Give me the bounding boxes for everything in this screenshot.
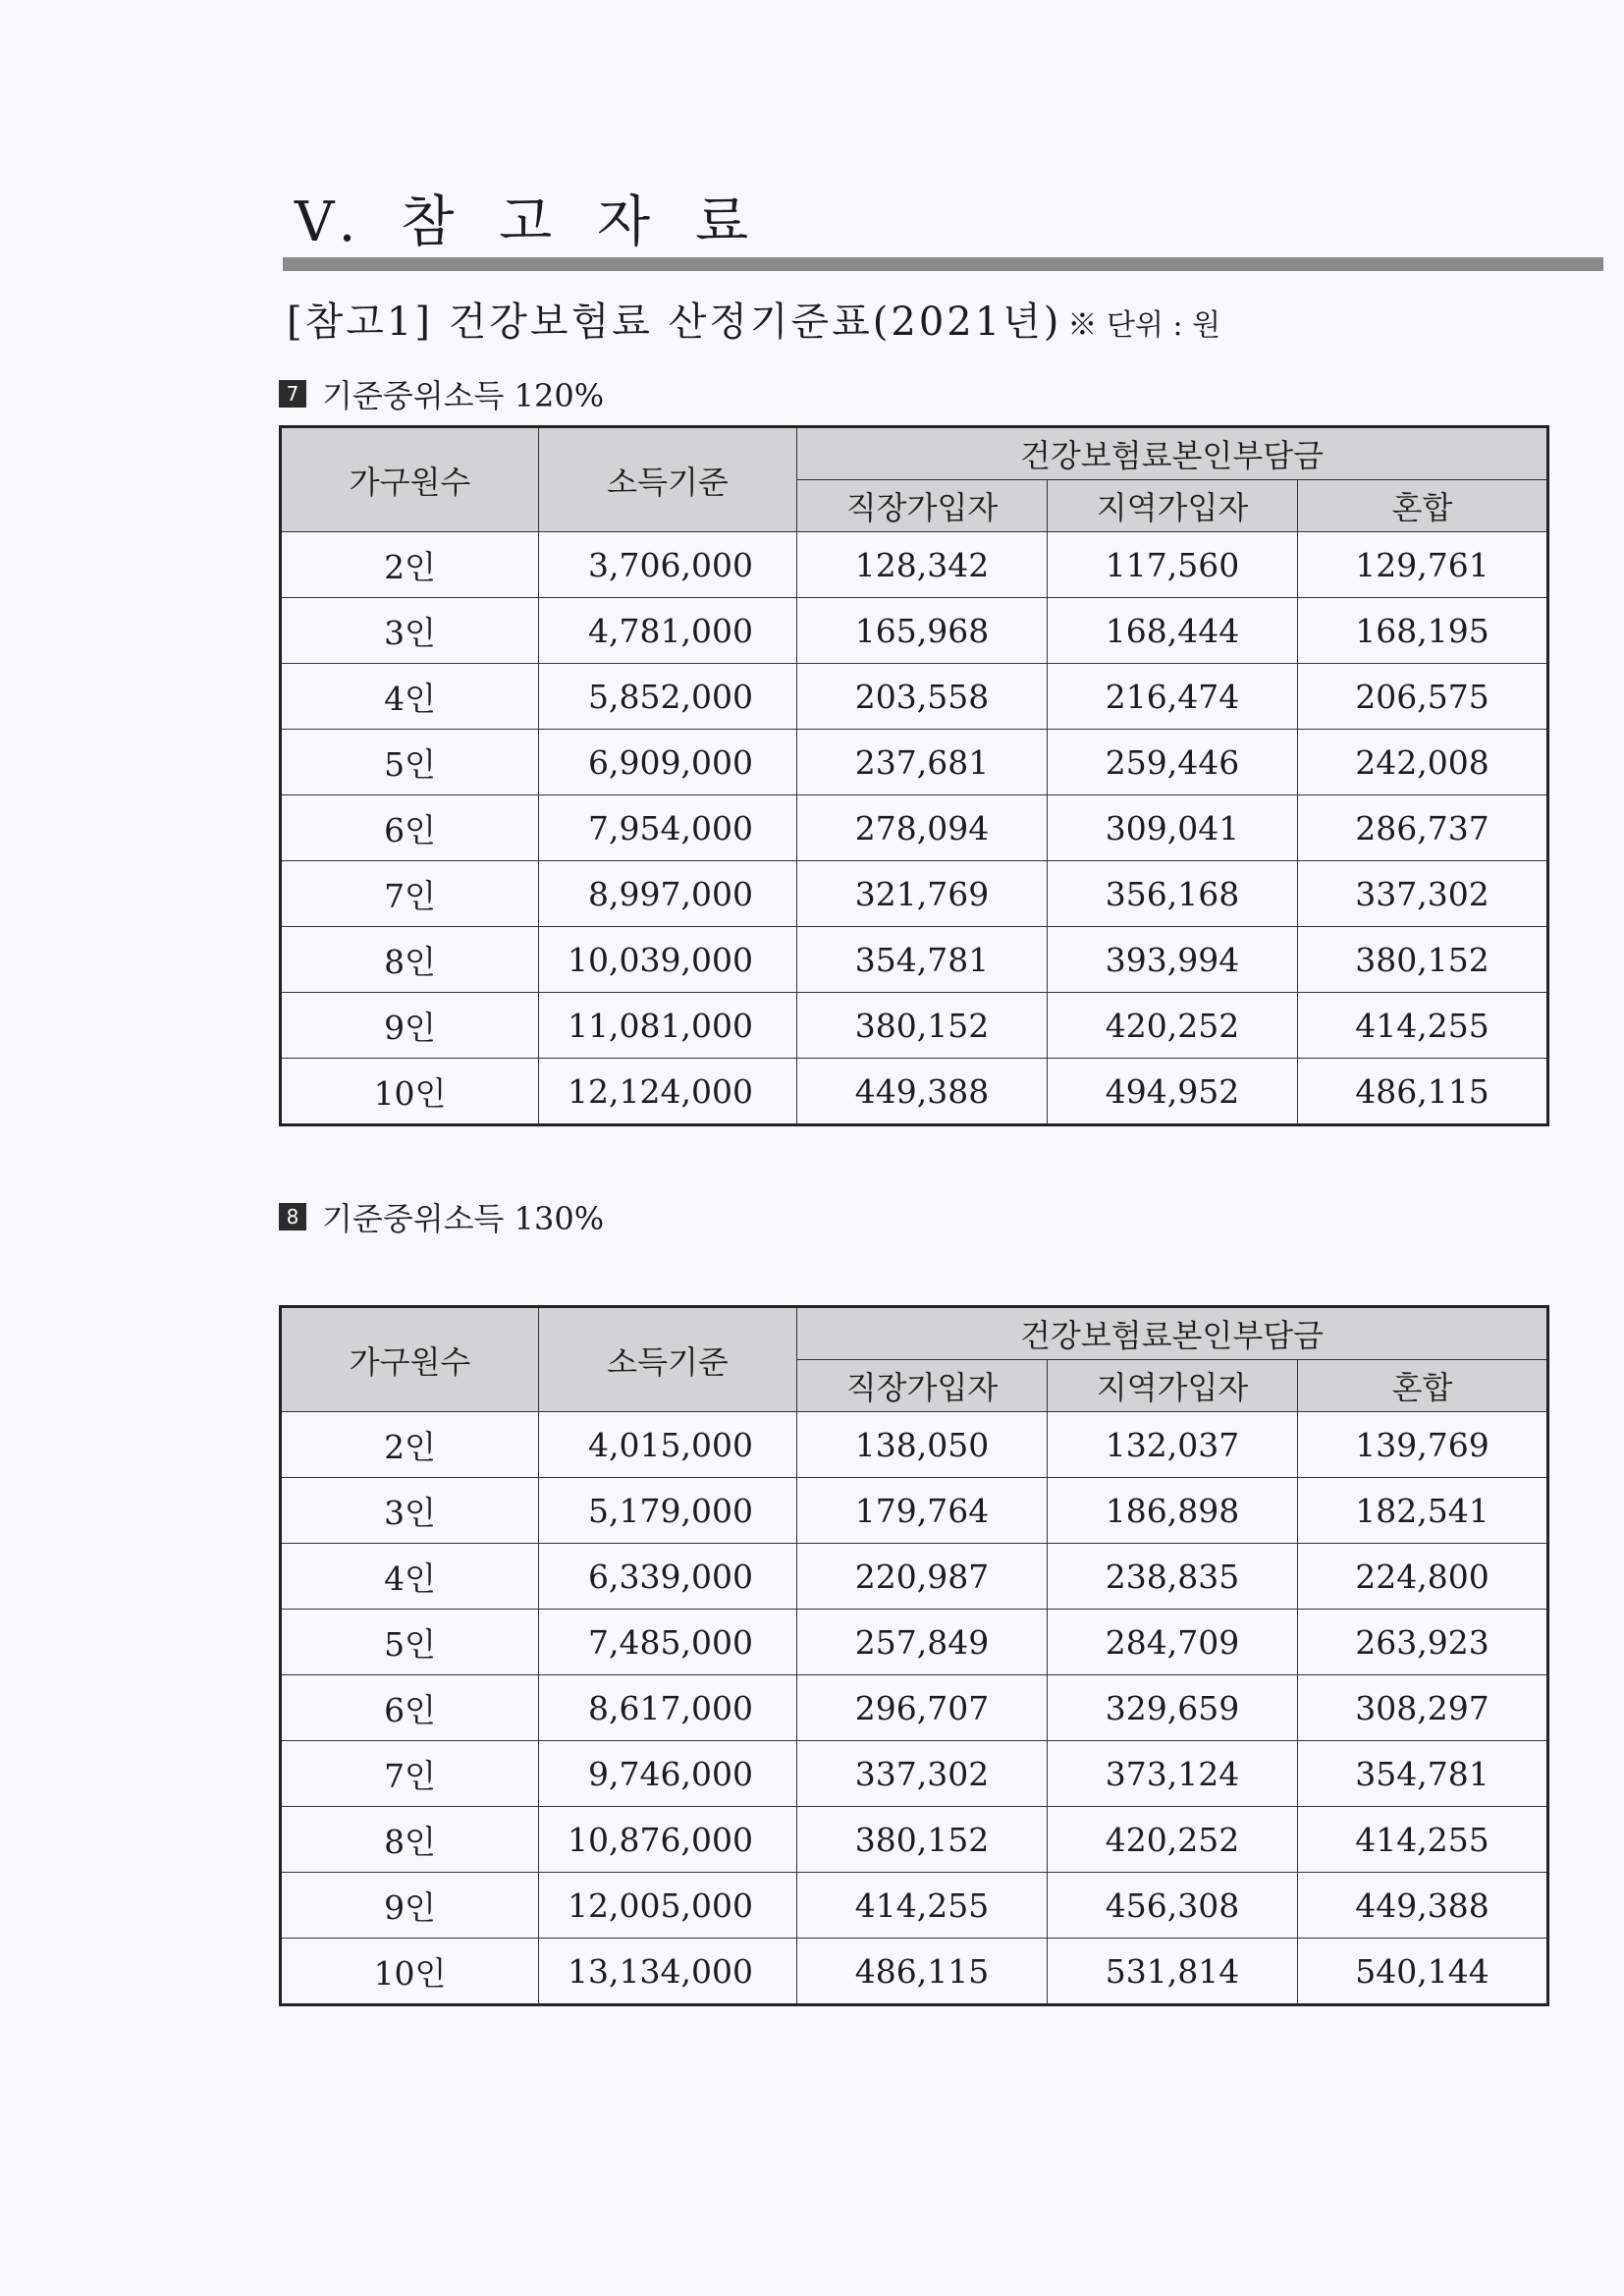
header-mixed: 혼합 [1298, 480, 1548, 532]
regional-cell: 531,814 [1048, 1939, 1298, 2005]
employee-cell: 321,769 [797, 861, 1048, 927]
household-cell: 5인 [281, 1610, 539, 1675]
regional-cell: 494,952 [1048, 1059, 1298, 1125]
table-row [281, 1675, 1548, 1741]
header-employee: 직장가입자 [797, 1360, 1048, 1412]
employee-cell: 179,764 [797, 1478, 1048, 1544]
table-row [281, 664, 1548, 730]
household-cell: 6인 [281, 795, 539, 861]
income-cell: 10,876,000 [539, 1807, 797, 1873]
fee-table-120 [279, 425, 1549, 1126]
employee-cell: 380,152 [797, 993, 1048, 1059]
household-cell: 7인 [281, 1741, 539, 1807]
regional-cell: 284,709 [1048, 1610, 1298, 1675]
employee-cell: 486,115 [797, 1939, 1048, 2005]
mixed-cell: 242,008 [1298, 730, 1548, 795]
employee-cell: 414,255 [797, 1873, 1048, 1939]
regional-cell: 238,835 [1048, 1544, 1298, 1610]
mixed-cell: 263,923 [1298, 1610, 1548, 1675]
income-cell: 8,617,000 [539, 1675, 797, 1741]
table-row [281, 1873, 1548, 1939]
regional-cell: 420,252 [1048, 993, 1298, 1059]
number-badge: 7 [279, 380, 306, 408]
mixed-cell: 224,800 [1298, 1544, 1548, 1610]
mixed-cell: 449,388 [1298, 1873, 1548, 1939]
household-cell: 5인 [281, 730, 539, 795]
table-row [281, 532, 1548, 598]
income-cell: 3,706,000 [539, 532, 797, 598]
household-cell: 9인 [281, 1873, 539, 1939]
table-row [281, 1059, 1548, 1125]
header-household: 가구원수 [281, 427, 539, 532]
household-cell: 4인 [281, 664, 539, 730]
regional-cell: 393,994 [1048, 927, 1298, 993]
income-cell: 12,124,000 [539, 1059, 797, 1125]
regional-cell: 186,898 [1048, 1478, 1298, 1544]
employee-cell: 449,388 [797, 1059, 1048, 1125]
table-row [281, 1412, 1548, 1478]
income-cell: 11,081,000 [539, 993, 797, 1059]
regional-cell: 373,124 [1048, 1741, 1298, 1807]
household-cell: 3인 [281, 1478, 539, 1544]
table-row [281, 861, 1548, 927]
unit-note: ※ 단위 : 원 [1067, 308, 1221, 343]
household-cell: 8인 [281, 927, 539, 993]
mixed-cell: 182,541 [1298, 1478, 1548, 1544]
income-cell: 8,997,000 [539, 861, 797, 927]
table-heading-120 [279, 371, 604, 416]
mixed-cell: 354,781 [1298, 1741, 1548, 1807]
fee-table-130 [279, 1305, 1549, 2006]
employee-cell: 337,302 [797, 1741, 1048, 1807]
header-household: 가구원수 [281, 1307, 539, 1412]
regional-cell: 168,444 [1048, 598, 1298, 664]
household-cell: 7인 [281, 861, 539, 927]
income-cell: 7,954,000 [539, 795, 797, 861]
household-cell: 8인 [281, 1807, 539, 1873]
employee-cell: 380,152 [797, 1807, 1048, 1873]
household-cell: 10인 [281, 1939, 539, 2005]
income-cell: 10,039,000 [539, 927, 797, 993]
employee-cell: 165,968 [797, 598, 1048, 664]
regional-cell: 356,168 [1048, 861, 1298, 927]
section-title: V. 참 고 자 료 [295, 191, 763, 254]
employee-cell: 203,558 [797, 664, 1048, 730]
employee-cell: 220,987 [797, 1544, 1048, 1610]
income-cell: 6,909,000 [539, 730, 797, 795]
table-row [281, 1544, 1548, 1610]
household-cell: 9인 [281, 993, 539, 1059]
employee-cell: 257,849 [797, 1610, 1048, 1675]
header-mixed: 혼합 [1298, 1360, 1548, 1412]
income-cell: 4,781,000 [539, 598, 797, 664]
employee-cell: 237,681 [797, 730, 1048, 795]
mixed-cell: 139,769 [1298, 1412, 1548, 1478]
household-cell: 6인 [281, 1675, 539, 1741]
table-row [281, 1939, 1548, 2005]
household-cell: 2인 [281, 532, 539, 598]
household-cell: 4인 [281, 1544, 539, 1610]
regional-cell: 309,041 [1048, 795, 1298, 861]
employee-cell: 128,342 [797, 532, 1048, 598]
mixed-cell: 540,144 [1298, 1939, 1548, 2005]
title-divider [283, 257, 1603, 271]
employee-cell: 138,050 [797, 1412, 1048, 1478]
mixed-cell: 286,737 [1298, 795, 1548, 861]
income-cell: 5,179,000 [539, 1478, 797, 1544]
regional-cell: 329,659 [1048, 1675, 1298, 1741]
regional-cell: 456,308 [1048, 1873, 1298, 1939]
header-regional: 지역가입자 [1048, 480, 1298, 532]
household-cell: 3인 [281, 598, 539, 664]
table-heading-label: 기준중위소득 120% [322, 377, 605, 414]
income-cell: 9,746,000 [539, 1741, 797, 1807]
mixed-cell: 414,255 [1298, 993, 1548, 1059]
income-cell: 5,852,000 [539, 664, 797, 730]
header-income: 소득기준 [539, 1307, 797, 1412]
employee-cell: 354,781 [797, 927, 1048, 993]
table-row [281, 1807, 1548, 1873]
regional-cell: 420,252 [1048, 1807, 1298, 1873]
table-row [281, 1610, 1548, 1675]
header-regional: 지역가입자 [1048, 1360, 1298, 1412]
table-row [281, 730, 1548, 795]
reference-title-text: [참고1] 건강보험료 산정기준표(2021년) [287, 300, 1062, 345]
table-row [281, 1478, 1548, 1544]
table-heading-130 [279, 1194, 604, 1239]
regional-cell: 259,446 [1048, 730, 1298, 795]
header-premium-group: 건강보험료본인부담금 [797, 1307, 1548, 1360]
employee-cell: 278,094 [797, 795, 1048, 861]
regional-cell: 132,037 [1048, 1412, 1298, 1478]
table-row [281, 598, 1548, 664]
mixed-cell: 380,152 [1298, 927, 1548, 993]
regional-cell: 216,474 [1048, 664, 1298, 730]
regional-cell: 117,560 [1048, 532, 1298, 598]
income-cell: 12,005,000 [539, 1873, 797, 1939]
mixed-cell: 414,255 [1298, 1807, 1548, 1873]
table-heading-label: 기준중위소득 130% [322, 1200, 605, 1237]
header-income: 소득기준 [539, 427, 797, 532]
mixed-cell: 129,761 [1298, 532, 1548, 598]
income-cell: 13,134,000 [539, 1939, 797, 2005]
income-cell: 4,015,000 [539, 1412, 797, 1478]
table-row [281, 795, 1548, 861]
table-row [281, 993, 1548, 1059]
table-row [281, 1741, 1548, 1807]
income-cell: 7,485,000 [539, 1610, 797, 1675]
mixed-cell: 168,195 [1298, 598, 1548, 664]
household-cell: 10인 [281, 1059, 539, 1125]
reference-title [287, 291, 1220, 347]
mixed-cell: 206,575 [1298, 664, 1548, 730]
number-badge: 8 [279, 1203, 306, 1230]
mixed-cell: 486,115 [1298, 1059, 1548, 1125]
header-employee: 직장가입자 [797, 480, 1048, 532]
header-premium-group: 건강보험료본인부담금 [797, 427, 1548, 480]
table-row [281, 927, 1548, 993]
mixed-cell: 337,302 [1298, 861, 1548, 927]
income-cell: 6,339,000 [539, 1544, 797, 1610]
mixed-cell: 308,297 [1298, 1675, 1548, 1741]
household-cell: 2인 [281, 1412, 539, 1478]
employee-cell: 296,707 [797, 1675, 1048, 1741]
